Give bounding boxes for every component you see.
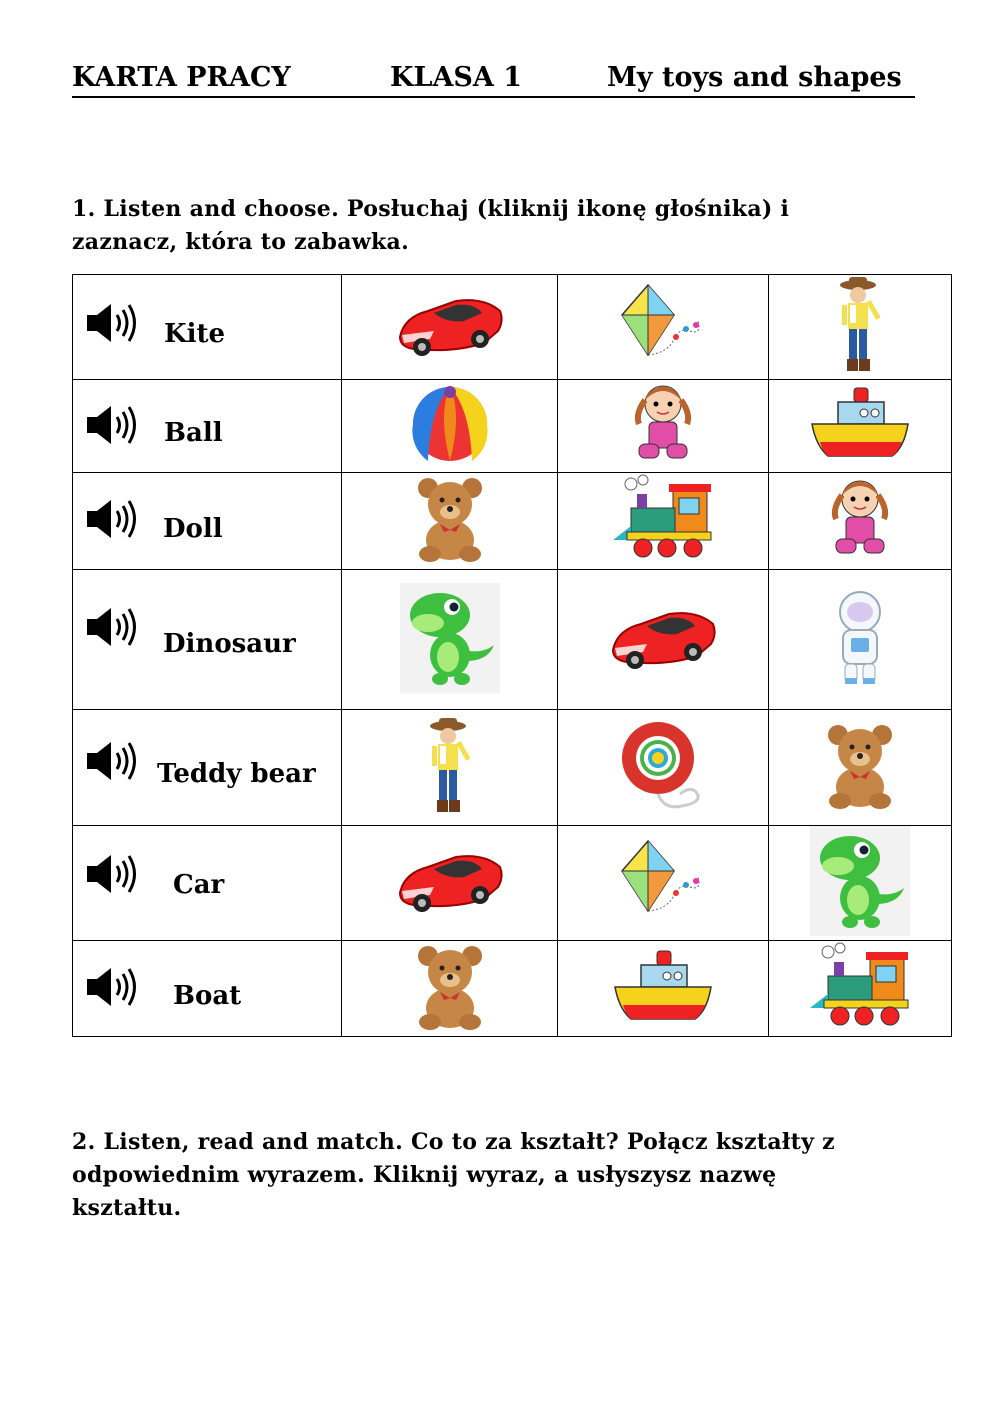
ball-icon[interactable] [410, 384, 490, 464]
toy-option-cell[interactable] [558, 826, 769, 941]
toy-option-cell[interactable] [342, 570, 558, 710]
teddy-bear-icon[interactable] [410, 474, 490, 564]
exercise2-instruction: 2. Listen, read and match. Co to za kształt? Połącz kształty z odpowiednim wyrazem. Kliknij wyraz, a usłyszysz nazwę kształtu. [72, 1129, 835, 1221]
toy-row [73, 941, 952, 1037]
cowboy-icon[interactable] [420, 716, 480, 816]
toy-option-cell[interactable] [769, 941, 952, 1037]
dinosaur-icon[interactable] [400, 583, 500, 693]
speaker-icon[interactable] [85, 605, 143, 649]
train-icon[interactable] [607, 474, 719, 564]
boat-icon[interactable] [611, 947, 715, 1027]
car-icon[interactable] [607, 600, 719, 676]
yoyo-icon[interactable] [618, 718, 708, 814]
doll-icon[interactable] [625, 380, 701, 468]
speaker-icon[interactable] [85, 965, 143, 1009]
dinosaur-icon[interactable] [810, 826, 910, 936]
astronaut-icon[interactable] [825, 588, 895, 688]
toy-row [73, 710, 952, 826]
boat-icon[interactable] [808, 384, 912, 464]
toy-option-cell[interactable] [558, 380, 769, 473]
toy-word: Kite [164, 319, 226, 349]
toy-option-cell[interactable] [558, 710, 769, 826]
toy-option-cell[interactable] [342, 473, 558, 570]
teddy-bear-icon[interactable] [410, 942, 490, 1032]
speaker-icon[interactable] [85, 301, 143, 345]
toy-row [73, 380, 952, 473]
exercise1-instruction: 1. Listen and choose. Posłuchaj (kliknij ikonę głośnika) i zaznacz, która to zabawka. [72, 196, 790, 255]
toy-option-cell[interactable] [558, 473, 769, 570]
toy-row [73, 473, 952, 570]
train-icon[interactable] [804, 942, 916, 1032]
speaker-icon[interactable] [85, 403, 143, 447]
toy-word: Teddy bear [157, 759, 316, 789]
worksheet-label: KARTA PRACY [72, 62, 291, 93]
kite-icon[interactable] [618, 839, 708, 923]
topic-title: My toys and shapes [607, 62, 902, 93]
toy-row [73, 826, 952, 941]
toy-option-cell[interactable] [342, 941, 558, 1037]
toy-word-cell [73, 275, 342, 380]
toy-word: Car [173, 870, 225, 900]
toy-option-cell[interactable] [769, 710, 952, 826]
toy-option-cell[interactable] [769, 380, 952, 473]
speaker-icon[interactable] [85, 739, 143, 783]
grade-label: KLASA 1 [390, 62, 523, 93]
worksheet-header [72, 60, 915, 98]
toy-word: Dinosaur [163, 629, 296, 659]
toy-option-cell[interactable] [769, 826, 952, 941]
toy-option-cell[interactable] [769, 570, 952, 710]
doll-icon[interactable] [822, 475, 898, 563]
toy-option-cell[interactable] [342, 380, 558, 473]
car-icon[interactable] [394, 287, 506, 363]
cowboy-icon[interactable] [830, 275, 890, 375]
teddy-bear-icon[interactable] [820, 721, 900, 811]
toy-word: Boat [173, 981, 242, 1011]
toy-option-cell[interactable] [558, 275, 769, 380]
toy-option-cell[interactable] [342, 826, 558, 941]
toy-option-cell[interactable] [342, 710, 558, 826]
toy-row [73, 570, 952, 710]
car-icon[interactable] [394, 843, 506, 919]
kite-icon[interactable] [618, 283, 708, 367]
toy-word-cell [73, 473, 342, 570]
toy-option-cell[interactable] [558, 570, 769, 710]
toy-option-cell[interactable] [769, 275, 952, 380]
toy-row [73, 275, 952, 380]
toy-word-cell [73, 941, 342, 1037]
toy-option-cell[interactable] [769, 473, 952, 570]
toy-option-cell[interactable] [342, 275, 558, 380]
toy-word: Ball [164, 418, 223, 448]
toy-word: Doll [163, 514, 223, 544]
speaker-icon[interactable] [85, 497, 143, 541]
toy-option-cell[interactable] [558, 941, 769, 1037]
toy-word-cell [73, 710, 342, 826]
toy-word-cell [73, 570, 342, 710]
toy-word-cell [73, 380, 342, 473]
toys-table [72, 274, 952, 1037]
speaker-icon[interactable] [85, 852, 143, 896]
toy-word-cell [73, 826, 342, 941]
